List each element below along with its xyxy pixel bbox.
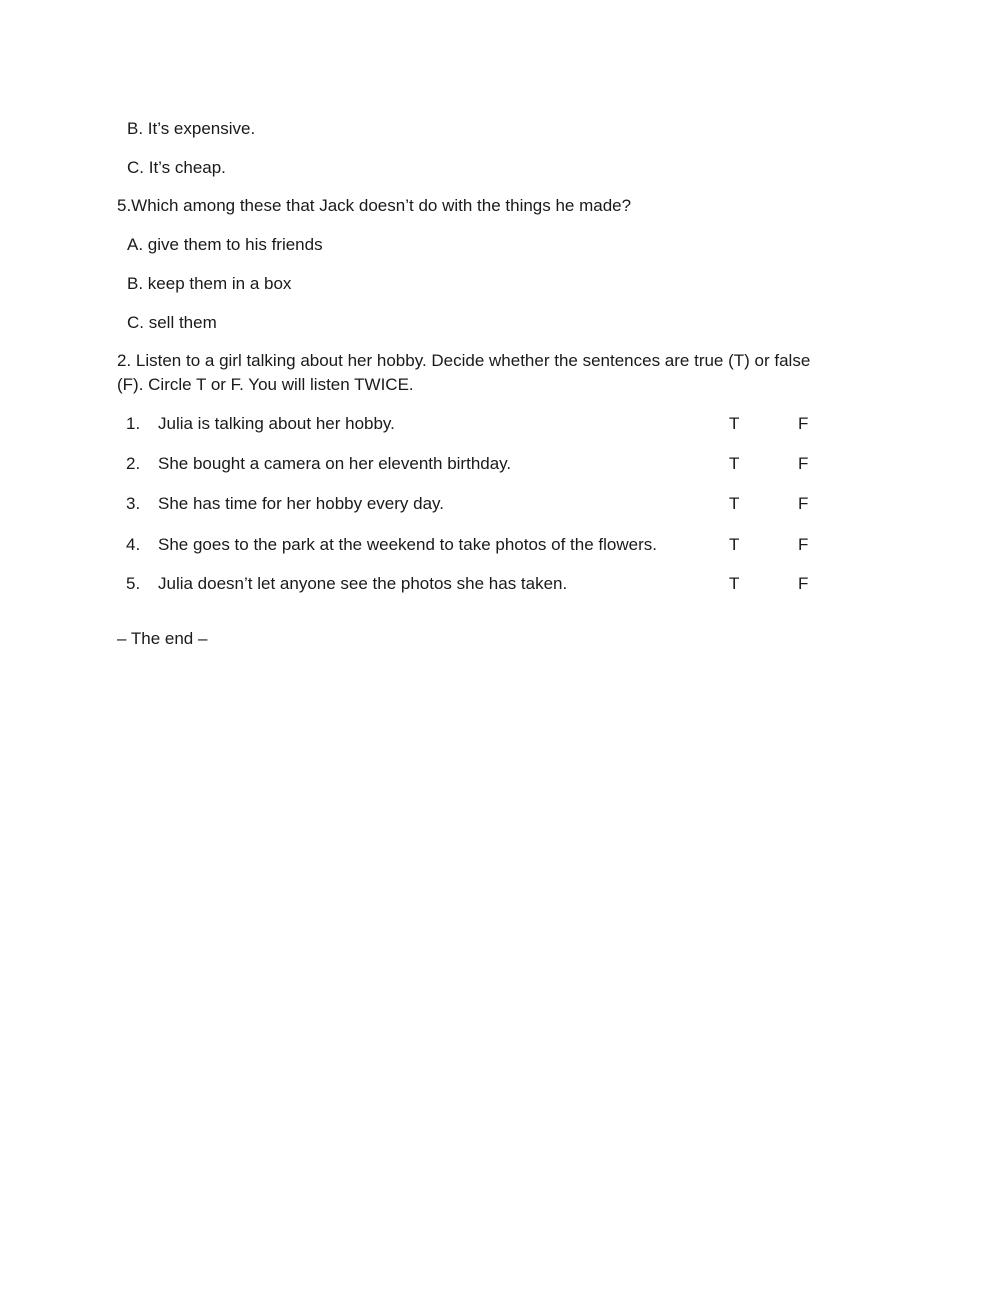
end-text: – The end – [117, 629, 208, 648]
tf-item-number: 4. [126, 535, 141, 554]
q4-option-b: B. It’s expensive. [127, 119, 256, 138]
tf-true-option[interactable]: T [729, 574, 740, 593]
tf-item-number: 2. [126, 454, 141, 473]
tf-item-number: 5. [126, 574, 141, 593]
tf-item-number: 1. [126, 414, 141, 433]
tf-item-number: 3. [126, 494, 141, 513]
tf-true-option[interactable]: T [729, 535, 740, 554]
tf-true-option[interactable]: T [729, 454, 740, 473]
section2-instruction-line2: (F). Circle T or F. You will listen TWICE. [117, 375, 414, 394]
tf-item-text: She has time for her hobby every day. [158, 494, 445, 513]
q5-option-b: B. keep them in a box [127, 274, 292, 293]
tf-true-option[interactable]: T [729, 414, 740, 433]
tf-item-text: She bought a camera on her eleventh birthday. [158, 454, 512, 473]
tf-false-option[interactable]: F [798, 454, 809, 473]
tf-item-text: Julia is talking about her hobby. [158, 414, 395, 433]
q4-option-c: C. It’s cheap. [127, 158, 226, 177]
tf-false-option[interactable]: F [798, 574, 809, 593]
tf-false-option[interactable]: F [798, 414, 809, 433]
tf-false-option[interactable]: F [798, 494, 809, 513]
tf-true-option[interactable]: T [729, 494, 740, 513]
q5-question: 5.Which among these that Jack doesn’t do with the things he made? [117, 196, 632, 215]
tf-item-text: She goes to the park at the weekend to take photos of the flowers. [158, 535, 657, 554]
section2-instruction-line1: 2. Listen to a girl talking about her hobby. Decide whether the sentences are true (T) or false [117, 351, 811, 370]
q5-option-a: A. give them to his friends [127, 235, 323, 254]
tf-item-text: Julia doesn’t let anyone see the photos she has taken. [158, 574, 568, 593]
tf-false-option[interactable]: F [798, 535, 809, 554]
q5-option-c: C. sell them [127, 313, 217, 332]
